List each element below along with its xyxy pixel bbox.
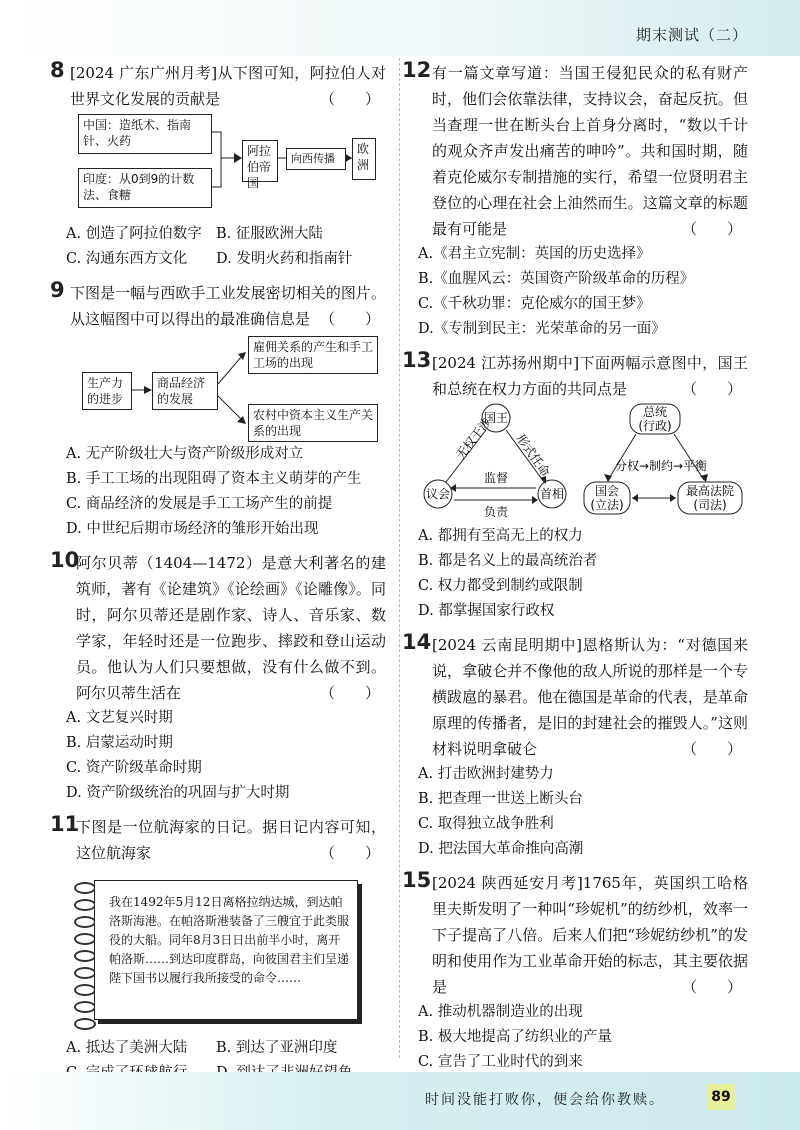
answer-paren: （ ） (319, 90, 380, 108)
question-number: 8 (50, 58, 65, 82)
box-productivity: 生产力的进步 (82, 372, 132, 410)
option-a[interactable]: A. 创造了阿拉伯数字 (66, 226, 202, 242)
option-c[interactable]: C.《千秋功罪：克伦威尔的国王梦》 (418, 296, 651, 312)
option-b[interactable]: B. 极大地提高了纺织业的产量 (418, 1029, 612, 1045)
options (408, 1000, 748, 1075)
options (56, 442, 386, 542)
box-capitalism-rural: 农村中资本主义生产关系的出现 (248, 404, 378, 442)
label-no-interference: 无权干涉 (453, 415, 494, 462)
option-c[interactable]: C. 商品经济的发展是手工工场产生的前提 (66, 496, 333, 512)
node-congress: 国会 (594, 484, 620, 498)
right-column (402, 56, 748, 1083)
answer-paren: （ ） (319, 310, 380, 328)
answer-paren: （ ） (319, 844, 380, 862)
options (56, 222, 386, 272)
diagram-arrows (56, 332, 386, 442)
question-10 (50, 548, 386, 806)
node-parliament: 议会 (425, 487, 451, 501)
page-number: 89 (707, 1084, 735, 1110)
label-formal-appoint: 形式任命 (513, 431, 553, 480)
diagram-arab-contribution (56, 112, 386, 222)
label-judicial: (司法) (693, 498, 727, 512)
option-b[interactable]: B.《血腥风云：英国资产阶级革命的历程》 (418, 271, 695, 287)
box-europe: 欧洲 (352, 138, 376, 180)
option-b[interactable]: B. 到达了亚洲印度 (216, 1040, 338, 1056)
option-d[interactable]: D. 资产阶级统治的巩固与扩大时期 (66, 785, 290, 801)
diary-figure (74, 872, 364, 1032)
options (56, 706, 386, 806)
option-a[interactable]: A. 推动机器制造业的出现 (418, 1004, 583, 1020)
option-c[interactable]: C. 宣告了工业时代的到来 (418, 1054, 583, 1070)
option-a[interactable]: A. 抵达了美洲大陆 (66, 1040, 188, 1056)
option-b[interactable]: B. 都是名义上的最高统治者 (418, 553, 598, 569)
node-king: 国王 (483, 411, 509, 425)
option-c[interactable]: C. 权力都受到制约或限制 (418, 578, 583, 594)
page-header (0, 0, 800, 56)
label-checks-balances: 分权→制约→平衡 (614, 459, 708, 473)
question-number: 13 (402, 348, 432, 372)
left-column (50, 56, 386, 1094)
question-number: 11 (50, 812, 80, 836)
question-stem: 下图是一幅与西欧手工业发展密切相关的图片。从这幅图中可以得出的最准确信息是 (70, 284, 386, 328)
option-b[interactable]: B. 手工工场的出现阻碍了资本主义萌芽的产生 (66, 471, 362, 487)
question-stem: 有一篇文章写道：当国王侵犯民众的私有财产时，他们会依靠法律，支持议会，奋起反抗。但当查理一世在断头台上首身分离时，“数以千计的观众齐声发出痛苦的呻吟”。共和国时期，随着克伦威尔专制措施的实行，希望一位贤明君主登位的心理在社会上油然而生。这篇文章的标题最有可能是 (432, 64, 748, 238)
question-11 (50, 812, 386, 1086)
options (408, 242, 748, 342)
option-b[interactable]: B. 把查理一世送上断头台 (418, 791, 583, 807)
option-d[interactable]: D. 中世纪后期市场经济的雏形开始出现 (66, 521, 319, 537)
question-12 (402, 58, 748, 342)
option-a[interactable]: A. 都拥有至高无上的权力 (418, 528, 583, 544)
option-c[interactable]: C. 取得独立战争胜利 (418, 816, 554, 832)
option-a[interactable]: A. 打击欧洲封建势力 (418, 766, 554, 782)
diagram-handicraft (56, 332, 386, 442)
option-a[interactable]: A. 文艺复兴时期 (66, 710, 173, 726)
diary-page (94, 880, 358, 1020)
column-divider (399, 58, 401, 1058)
option-b[interactable]: B. 启蒙运动时期 (66, 735, 173, 751)
option-d[interactable]: D. 都掌握国家行政权 (418, 603, 555, 619)
option-c[interactable]: C. 资产阶级革命时期 (66, 760, 202, 776)
question-9 (50, 278, 386, 542)
box-commodity-economy: 商品经济的发展 (152, 372, 218, 410)
question-15 (402, 868, 748, 1075)
node-supreme-court: 最高法院 (685, 484, 735, 498)
question-stem: [2024 广东广州月考]从下图可知，阿拉伯人对世界文化发展的贡献是 (70, 64, 386, 108)
question-number: 10 (50, 548, 80, 572)
node-pm: 首相 (539, 487, 565, 501)
option-d[interactable]: D. 把法国大革命推向高潮 (418, 841, 584, 857)
label-responsible: 负责 (483, 505, 509, 519)
page-footer (0, 1072, 800, 1130)
footer-motto: 时间没能打败你，便会给你教赎。 (425, 1092, 665, 1108)
answer-paren: （ ） (681, 380, 742, 398)
question-13 (402, 348, 748, 624)
question-stem: [2024 江苏扬州期中]下面两幅示意图中，国王和总统在权力方面的共同点是 (432, 354, 748, 398)
option-a[interactable]: A.《君主立宪制：英国的历史选择》 (418, 246, 651, 262)
question-number: 14 (402, 630, 432, 654)
question-stem: [2024 云南昆明期中]恩格斯认为：“对德国来说，拿破仑并不像他的敌人所说的那样是一个专横跋扈的暴君。他在德国是革命的代表，是革命原理的传播者，是旧的封建社会的摧毁人。”这则材料说明拿破仑 (432, 636, 748, 758)
box-employment: 雇佣关系的产生和手工工场的出现 (248, 336, 378, 374)
options (408, 524, 748, 624)
box-china: 中国：造纸术、指南针、火药 (78, 114, 212, 154)
question-14 (402, 630, 748, 862)
answer-paren: （ ） (319, 684, 380, 702)
box-india: 印度：从0到9的计数法、食糖 (78, 168, 212, 208)
diary-text: 我在1492年5月12日离格拉纳达城，到达帕洛斯海港。在帕洛斯港装备了三艘宜于此类服役的大船。同年8月3日日出前半小时，离开帕洛斯……到达印度群岛，向彼国君主们呈递陛下国书以履行我所接受的命令…… (109, 895, 350, 985)
box-arab-empire: 阿拉伯帝国 (242, 140, 278, 182)
answer-paren: （ ） (681, 220, 742, 238)
question-stem: 下图是一位航海家的日记。据日记内容可知，这位航海家 (76, 818, 386, 862)
answer-paren: （ ） (681, 740, 742, 758)
diagram-power-comparison (408, 402, 748, 520)
option-a[interactable]: A. 无产阶级壮大与资产阶级形成对立 (66, 446, 304, 462)
question-stem: [2024 陕西延安月考]1765年，英国织工哈格里夫斯发明了一种叫“珍妮机”的纺纱机，效率一下子提高了八倍。后来人们把“珍妮纺纱机”的发明和使用作为工业革命开始的标志，其主要依据是 (432, 874, 748, 996)
answer-paren: （ ） (681, 978, 742, 996)
question-number: 9 (50, 278, 65, 302)
label-executive: (行政) (638, 419, 672, 433)
label-supervise: 监督 (483, 471, 509, 485)
question-number: 15 (402, 868, 432, 892)
question-8 (50, 58, 386, 272)
node-president: 总统 (642, 405, 668, 419)
section-title: 期末测试（二） (635, 26, 748, 44)
question-stem: 阿尔贝蒂（1404—1472）是意大利著名的建筑师，著有《论建筑》《论绘画》《论雕像》。同时，阿尔贝蒂还是剧作家、诗人、音乐家、数学家，年轻时还是一位跑步、摔跤和登山运动员。他认为人们只要想做，没有什么做不到。阿尔贝蒂生活在 (76, 554, 386, 702)
options (408, 762, 748, 862)
option-d[interactable]: D.《专制到民主：光荣革命的另一面》 (418, 321, 666, 337)
option-c[interactable]: C. 沟通东西方文化 (66, 251, 188, 267)
option-d[interactable]: D. 发明火药和指南针 (216, 251, 353, 267)
label-legislative: (立法) (590, 498, 624, 512)
box-westward: 向西传播 (286, 148, 346, 170)
option-b[interactable]: B. 征服欧洲大陆 (216, 226, 323, 242)
question-number: 12 (402, 58, 432, 82)
